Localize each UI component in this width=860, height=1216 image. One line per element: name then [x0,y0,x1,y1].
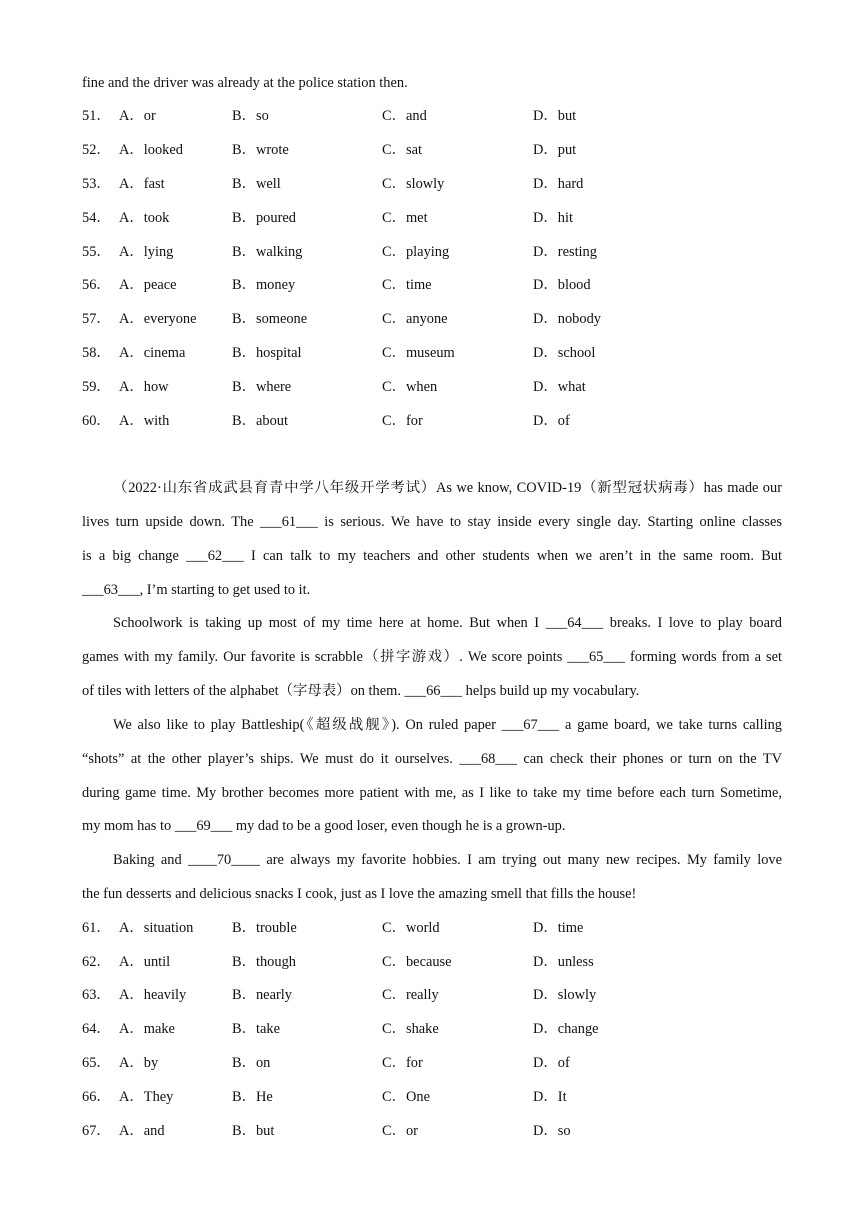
passage-line: Baking and ____70____ are always my favorite hobbies. I am trying out many new recipes. My family love [113,852,782,868]
question-number: 66． [82,1089,111,1105]
question-row [82,242,782,262]
option-a: A．looked [119,142,183,158]
question-row [82,309,782,329]
option-d: D．of [533,413,570,429]
option-d: D．put [533,142,577,158]
option-b: B．trouble [232,920,297,936]
option-b: B．where [232,379,292,395]
option-d: D．resting [533,244,597,260]
passage-line: ___63___, I’m starting to get used to it. [82,582,311,598]
question-number: 52． [82,142,111,158]
question-number: 65． [82,1055,111,1071]
passage-line: my mom has to ___69___ my dad to be a good loser, even though he is a grown-up. [82,818,566,834]
passage-line: Schoolwork is taking up most of my time here at home. But when I ___64___ breaks. I love to play board [113,615,782,631]
passage-line: the fun desserts and delicious snacks I cook, just as I love the amazing smell that fills the house! [82,886,637,902]
question-row [82,106,782,126]
option-d: D．of [533,1055,570,1071]
option-b: B．on [232,1055,271,1071]
option-d: D．unless [533,954,594,970]
question-number: 53． [82,176,111,192]
question-number: 64． [82,1021,111,1037]
question-number: 55． [82,244,111,260]
option-b: B．but [232,1123,275,1139]
option-c: C．really [382,987,439,1003]
question-row [82,275,782,295]
option-d: D．hard [533,176,584,192]
option-c: C．for [382,1055,423,1071]
option-a: A．with [119,413,170,429]
question-row [82,985,782,1005]
passage-line: games with my family. Our favorite is scrabble（拼字游戏）. We score points ___65___ forming words from a set [82,649,782,665]
option-b: B．so [232,108,269,124]
question-number: 60． [82,413,111,429]
option-a: A．how [119,379,169,395]
option-b: B．money [232,277,296,293]
intro-line: fine and the driver was already at the police station then. [82,75,408,91]
option-c: C．when [382,379,438,395]
option-a: A．by [119,1055,159,1071]
question-row [82,377,782,397]
option-a: A．lying [119,244,174,260]
option-b: B．poured [232,210,296,226]
option-c: C．time [382,277,432,293]
option-c: C．because [382,954,452,970]
question-row [82,1053,782,1073]
option-c: C．or [382,1123,418,1139]
question-row [82,952,782,972]
option-c: C．museum [382,345,455,361]
option-b: B．hospital [232,345,302,361]
question-row [82,208,782,228]
question-number: 56． [82,277,111,293]
question-row [82,140,782,160]
option-b: B．though [232,954,296,970]
question-number: 67． [82,1123,111,1139]
passage-line: during game time. My brother becomes more patient with me, as I like to take my time before each turn Sometime, [82,785,782,801]
option-a: A．everyone [119,311,197,327]
question-row [82,918,782,938]
question-row [82,343,782,363]
question-number: 51． [82,108,111,124]
option-b: B．someone [232,311,308,327]
option-b: B．He [232,1089,273,1105]
passage-line: We also like to play Battleship(《超级战舰》). On ruled paper ___67___ a game board, we take turns calling [113,717,782,733]
option-c: C．shake [382,1021,439,1037]
option-c: C．world [382,920,440,936]
option-b: B．well [232,176,281,192]
question-row [82,174,782,194]
option-d: D．blood [533,277,591,293]
option-b: B．wrote [232,142,289,158]
option-c: C．and [382,108,427,124]
option-a: A．heavily [119,987,187,1003]
option-c: C．One [382,1089,430,1105]
option-d: D．so [533,1123,571,1139]
passage-line: lives turn upside down. The ___61___ is serious. We have to stay inside every single day. Starting online classes [82,514,782,530]
option-a: A．took [119,210,170,226]
question-row [82,1019,782,1039]
question-number: 63． [82,987,111,1003]
option-c: C．slowly [382,176,445,192]
option-c: C．met [382,210,428,226]
option-a: A．and [119,1123,165,1139]
option-a: A．situation [119,920,194,936]
option-a: A．or [119,108,156,124]
question-number: 59． [82,379,111,395]
passage-line: “shots” at the other player’s ships. We must do it ourselves. ___68___ can check their phones or turn on the TV [82,751,782,767]
option-d: D．slowly [533,987,597,1003]
question-number: 61． [82,920,111,936]
option-c: C．for [382,413,423,429]
option-b: B．about [232,413,288,429]
option-d: D．what [533,379,586,395]
question-row [82,411,782,431]
option-a: A．fast [119,176,165,192]
question-number: 58． [82,345,111,361]
question-number: 54． [82,210,111,226]
question-row [82,1087,782,1107]
passage-line: of tiles with letters of the alphabet（字母表）on them. ___66___ helps build up my vocabulary. [82,683,640,699]
option-c: C．sat [382,142,422,158]
option-c: C．playing [382,244,450,260]
option-b: B．walking [232,244,303,260]
option-a: A．make [119,1021,175,1037]
option-a: A．until [119,954,171,970]
passage-line: is a big change ___62___ I can talk to my teachers and other students when we aren’t in the same room. But [82,548,782,564]
option-d: D．time [533,920,584,936]
option-d: D．It [533,1089,567,1105]
question-number: 62． [82,954,111,970]
option-c: C．anyone [382,311,448,327]
passage-line: （2022·山东省成武县育青中学八年级开学考试）As we know, COVID-19（新型冠状病毒）has made our [113,480,782,496]
option-d: D．hit [533,210,573,226]
option-b: B．take [232,1021,280,1037]
option-a: A．cinema [119,345,186,361]
question-row [82,1121,782,1141]
option-d: D．nobody [533,311,601,327]
option-b: B．nearly [232,987,292,1003]
option-d: D．school [533,345,596,361]
option-d: D．change [533,1021,599,1037]
option-d: D．but [533,108,577,124]
question-number: 57． [82,311,111,327]
option-a: A．They [119,1089,174,1105]
option-a: A．peace [119,277,177,293]
